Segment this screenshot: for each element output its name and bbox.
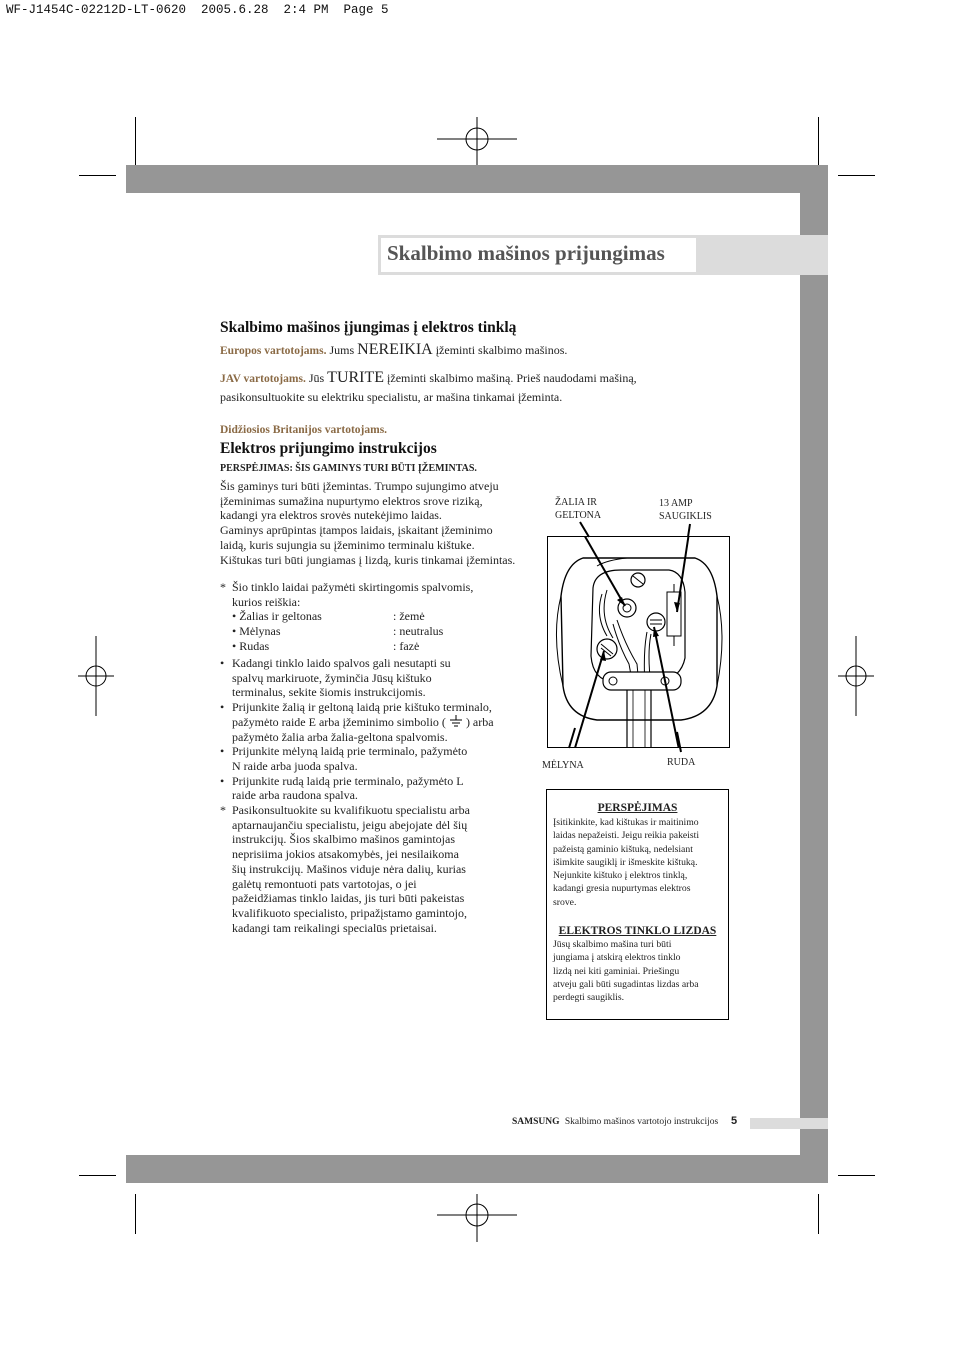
us-paragraph bbox=[220, 371, 637, 387]
notice-line: Įsitikinkite, kad kištukas ir maitinimo bbox=[553, 817, 699, 828]
color-name: • Žalias ir geltonas bbox=[232, 609, 322, 624]
color-meaning: : žemė bbox=[393, 609, 425, 624]
list-item: • Prijunkite žalią ir geltoną laidą prie kištuko terminalo, pažymėto raide E arba įžeminimo simbolio ( ) arba pažymėto žalia arba žalia-geltona spalvomis. bbox=[220, 700, 494, 744]
color-row bbox=[232, 609, 473, 624]
notice-line: srove. bbox=[553, 896, 577, 908]
frame-top-band bbox=[126, 165, 828, 193]
intro-line: kadangi yra elektros srovės nutekėjimo laidas. bbox=[220, 508, 442, 523]
notice-box bbox=[546, 789, 729, 1020]
us-emph: TURITE bbox=[327, 369, 385, 386]
eu-paragraph bbox=[220, 343, 567, 359]
frame-bottom-band bbox=[126, 1155, 828, 1183]
list-line: šių instrukcijų. Mašinos viduje nėra dalių, kurias bbox=[232, 861, 466, 876]
color-meaning: : neutralus bbox=[393, 624, 444, 639]
notice-line: pažeistą gaminio kištuką, nedelsiant bbox=[553, 843, 693, 855]
notice-line: lizdą nei kiti gaminiai. Priešingu bbox=[553, 965, 680, 977]
footer-text: Skalbimo mašinos vartotojo instrukcijos bbox=[564, 1117, 719, 1127]
list-line: galėtų remontuoti pats vartotojas, o jei bbox=[232, 876, 417, 891]
color-name: • Mėlynas bbox=[232, 624, 281, 639]
uk-label: Didžiosios Britanijos vartotojams. bbox=[220, 424, 388, 436]
frame-right-band bbox=[800, 165, 828, 1183]
color-row bbox=[232, 639, 473, 654]
eu-emph: NEREIKIA bbox=[357, 341, 433, 358]
list-line: spalvų markiruote, žyminčia Jūsų kištuko bbox=[232, 670, 432, 685]
intro-paragraph bbox=[220, 479, 515, 567]
list-line: kvalifikuoto specialisto, pripažįstamo gamintojo, bbox=[232, 905, 467, 920]
color-meaning: : fazė bbox=[393, 638, 420, 653]
figure-label-neutral: MĖLYNA bbox=[542, 760, 584, 771]
colors-intro: Šio tinklo laidai pažymėti skirtingomis spalvomis, bbox=[232, 580, 474, 594]
list-item: * Pasikonsultuokite su kvalifikuotu specialistu arba aptarnaujančiu specialistu, jeigu abejojate dėl šių instrukcijų. Šios skalbimo mašinos gamintojas neprisiima jokios atsakomybės, jei nesilaikoma šių instrukcijų. Mašinos viduje nėra dalių, kurias galėtų remontuoti pats vartotojas, o jei pažeidžiamas tinklo laidas, jis turi būti pakeistas kvalifikuoto specialisto, pripažįstamo gamintojo, kadangi tam reikalingi specialūs prietaisai. bbox=[220, 803, 494, 935]
list-line: Kadangi tinklo laido spalvos gali nesutapti su bbox=[232, 656, 451, 670]
notice-title-socket: ELEKTROS TINKLO LIZDAS bbox=[558, 925, 717, 938]
figure-label-live: RUDA bbox=[667, 757, 696, 768]
notice-text-socket bbox=[553, 938, 722, 1004]
list-item: • Prijunkite mėlyną laidą prie terminalo, pažymėto N raide arba juoda spalva. bbox=[220, 744, 494, 773]
list-line: neprisiima jokios atsakomybės, jei nesilaikoma bbox=[232, 847, 459, 862]
registration-mark-right bbox=[838, 636, 874, 716]
us-post: įžeminti skalbimo mašiną. Prieš naudodami mašiną, bbox=[387, 371, 637, 385]
ground-symbol-icon bbox=[449, 715, 463, 727]
us-label: JAV vartotojams. bbox=[220, 373, 306, 385]
diagram-pointer-lines bbox=[540, 520, 740, 770]
us-line-2: pasikonsultuokite su elektriku specialistu, ar mašina tinkamai įžeminta. bbox=[220, 390, 563, 404]
footer-brand: SAMSUNG bbox=[512, 1117, 560, 1127]
list-line: N raide arba juoda spalva. bbox=[232, 758, 358, 773]
colors-note: * Šio tinklo laidai pažymėti skirtingomis spalvomis, kurios reiškia: • Žalias ir geltonas : žemė • Mėlynas : neutralus • Rudas : fazė bbox=[220, 580, 474, 653]
label-line: ŽALIA IR bbox=[555, 497, 597, 508]
list-line: aptarnaujančiu specialistu, jeigu abejojate dėl šių bbox=[232, 817, 468, 832]
list-line: terminalus, sekite šiomis instrukcijomis. bbox=[232, 685, 426, 700]
label-line: SAUGIKLIS bbox=[659, 511, 712, 523]
color-row bbox=[232, 624, 473, 639]
notice-line: perdegti saugiklis. bbox=[553, 992, 625, 1004]
list-item: • Kadangi tinklo laido spalvos gali nesutapti su spalvų markiruote, žyminčia Jūsų kištuko terminalus, sekite šiomis instrukcijomis. bbox=[220, 656, 494, 700]
section-heading-instructions: Elektros prijungimo instrukcijos bbox=[220, 440, 437, 457]
list-line-part: ) arba bbox=[465, 714, 494, 729]
page-number: 5 bbox=[731, 1115, 738, 1127]
color-name: • Rudas bbox=[232, 638, 270, 653]
list-line-part: pažymėto raide E arba įžeminimo simbolio ( bbox=[232, 714, 446, 729]
intro-line: laidą, kuris sujungia su įžeminimo terminalu kištuke. bbox=[220, 537, 475, 552]
list-line: Prijunkite rudą laidą prie terminalo, pažymėto L bbox=[232, 773, 464, 788]
intro-line: Kištukas turi būti jungiamas į lizdą, kuris tinkamai įžemintas. bbox=[220, 552, 516, 567]
eu-post: įžeminti skalbimo mašinos. bbox=[435, 343, 568, 357]
list-line: Prijunkite žalią ir geltoną laidą prie kištuko terminalo, bbox=[232, 700, 492, 715]
list-line: pažymėto žalia arba žalia-geltona spalvomis. bbox=[232, 729, 448, 744]
notice-line: laidas nepažeisti. Jeigu reikia pakeisti bbox=[553, 830, 700, 842]
list-line: pažeidžiamas tinklo laidas, jis turi būti pakeistas bbox=[232, 891, 465, 906]
label-line: 13 AMP bbox=[659, 498, 693, 509]
notice-line: kadangi gresia nupurtymas elektros bbox=[553, 883, 691, 895]
title-bar bbox=[378, 235, 828, 275]
list-line: raide arba raudona spalva. bbox=[232, 788, 358, 803]
registration-mark-left bbox=[78, 636, 114, 716]
colors-intro: kurios reiškia: bbox=[232, 594, 301, 609]
list-line: kadangi tam reikalingi specialūs prietaisai. bbox=[232, 920, 437, 935]
notice-line: Nejunkite kištuko į elektros tinklą, bbox=[553, 870, 688, 882]
footer-bar bbox=[750, 1118, 828, 1129]
notice-line: atveju gali būti sugadintas lizdas arba bbox=[553, 978, 699, 990]
eu-pre: Jums bbox=[329, 343, 355, 357]
label-line: GELTONA bbox=[555, 510, 602, 522]
intro-line: įžeminimas sumažina nupurtymo elektros srove riziką, bbox=[220, 493, 483, 508]
section-heading-connection: Skalbimo mašinos įjungimas į elektros tinklą bbox=[220, 319, 517, 336]
intro-line: Šis gaminys turi būti įžemintas. Trumpo sujungimo atveju bbox=[220, 479, 499, 493]
list-line: instrukcijų. Šios skalbimo mašinos gamintojas bbox=[232, 832, 455, 847]
footer bbox=[512, 1117, 718, 1127]
intro-line: Gaminys aprūpintas įtampos laidais, įskaitant įžeminimo bbox=[220, 523, 493, 538]
list-line: Prijunkite mėlyną laidą prie terminalo, pažymėto bbox=[232, 744, 468, 759]
notice-line: išimkite saugiklį ir išmeskite kištuką. bbox=[553, 856, 698, 868]
list-line bbox=[232, 715, 494, 730]
list-line: Pasikonsultuokite su kvalifikuotu specialistu arba bbox=[232, 803, 470, 818]
notice-line: Jūsų skalbimo mašina turi būti bbox=[553, 939, 672, 951]
us-pre: Jūs bbox=[308, 371, 325, 385]
page-title: Skalbimo mašinos prijungimas bbox=[387, 241, 665, 265]
eu-label: Europos vartotojams. bbox=[220, 345, 327, 357]
registration-mark-bottom bbox=[437, 1194, 517, 1242]
list-item: • Prijunkite rudą laidą prie terminalo, pažymėto L raide arba raudona spalva. bbox=[220, 774, 494, 803]
notice-line: jungiama į atskirą elektros tinklo bbox=[553, 952, 681, 964]
notice-title-warning: PERSPĖJIMAS bbox=[597, 802, 678, 814]
notice-text-warning bbox=[553, 816, 722, 909]
print-header: WF-J1454C-02212D-LT-0620 2005.6.28 2:4 PM Page 5 bbox=[6, 3, 389, 17]
registration-mark-top bbox=[437, 117, 517, 165]
warning-grounded: PERSPĖJIMAS: ŠIS GAMINYS TURI BŪTI ĮŽEMINTAS. bbox=[220, 463, 477, 474]
instruction-list bbox=[220, 656, 494, 935]
figure-label-earth bbox=[555, 496, 601, 523]
